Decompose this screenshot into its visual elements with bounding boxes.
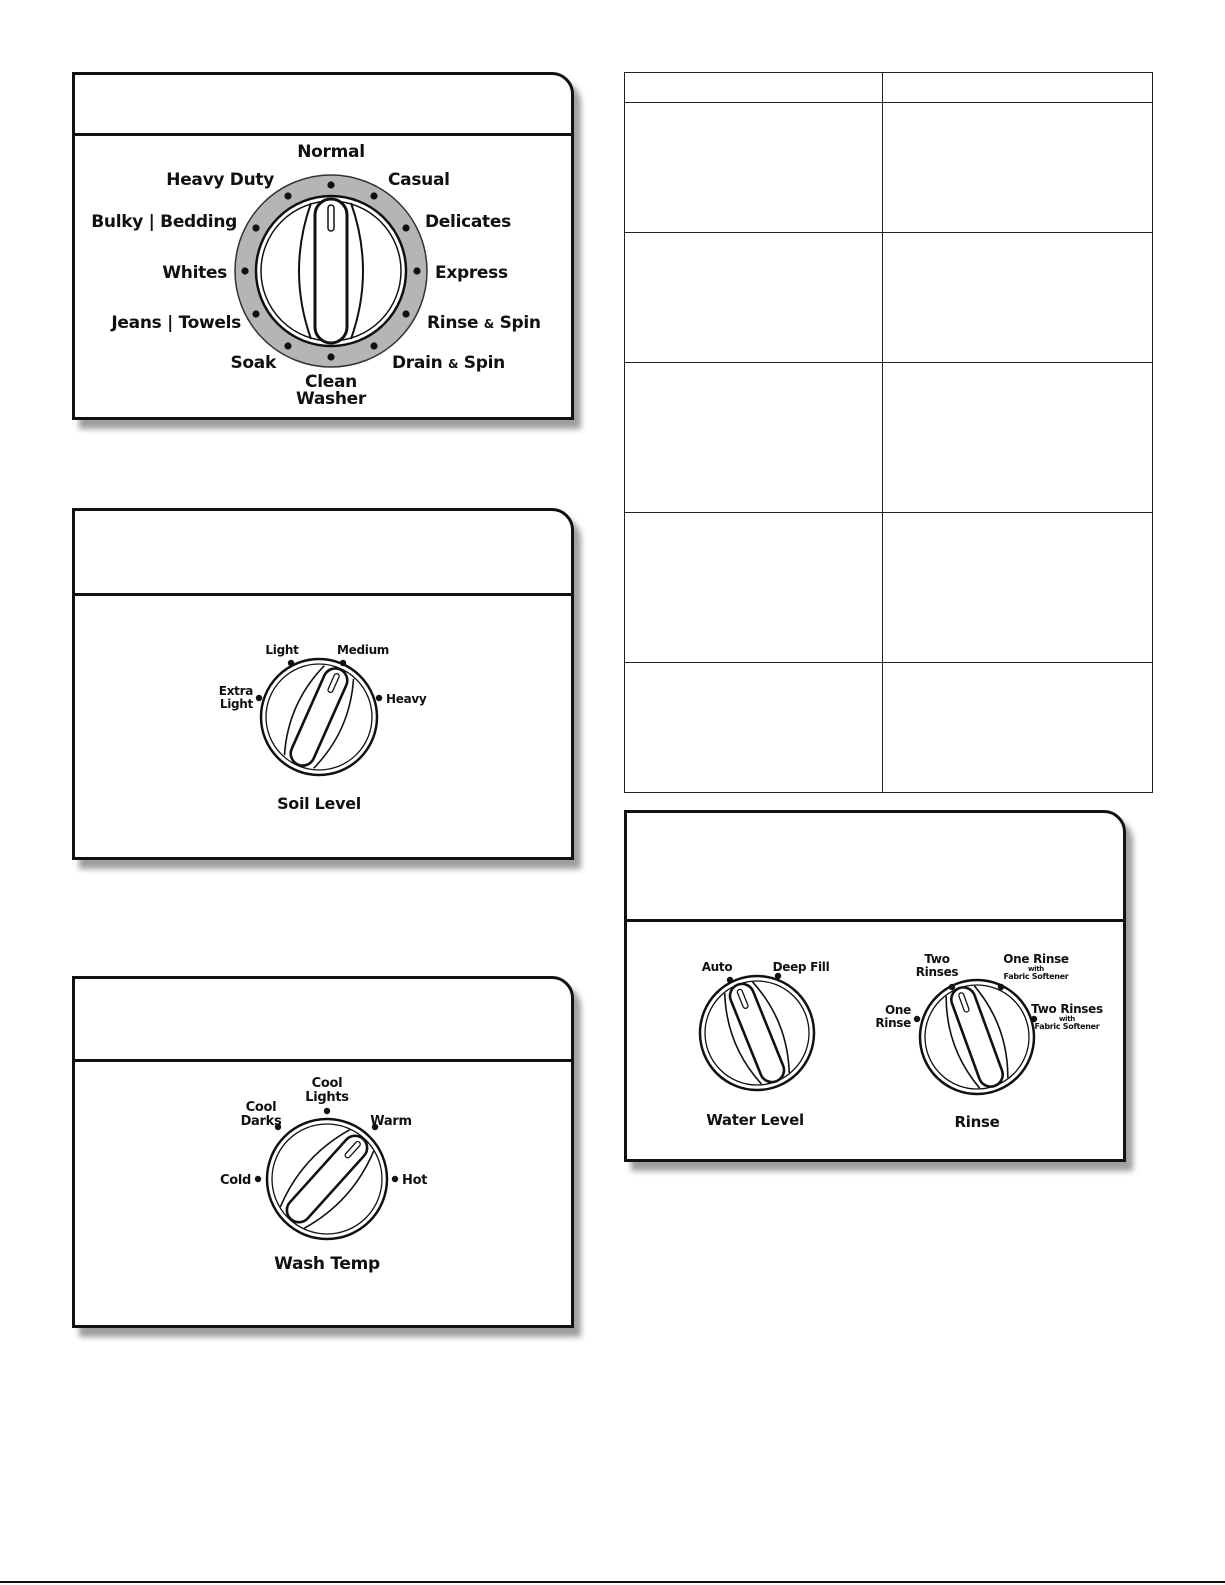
temp-option-cool-lights-line2: Lights <box>305 1090 349 1105</box>
table-cell <box>625 233 883 363</box>
temp-option-cool-darks-line2: Darks <box>240 1114 282 1129</box>
table-cell <box>625 363 883 513</box>
table-cell <box>883 103 1153 233</box>
cycle-option-drain-spin: Drain & Spin <box>392 353 505 373</box>
cycle-panel <box>72 72 574 420</box>
rinse-option-one-rinse-line2: Rinse <box>875 1016 911 1030</box>
soil-option-light: Light <box>265 643 299 657</box>
cycle-knob-graphic <box>75 75 571 417</box>
wash-temp-panel <box>72 976 574 1328</box>
wash-temp-title: Wash Temp <box>274 1254 380 1274</box>
table-row <box>625 103 1153 233</box>
cycle-option-casual: Casual <box>388 170 450 190</box>
table-cell <box>625 73 883 103</box>
table-cell <box>883 363 1153 513</box>
table-header-row <box>625 73 1153 103</box>
rinse-option-two-rinses-line2: Rinses <box>915 965 959 979</box>
table-cell <box>883 233 1153 363</box>
water-rinse-panel <box>624 810 1126 1162</box>
soil-knob-graphic <box>75 511 571 857</box>
table-cell <box>883 513 1153 663</box>
cycle-option-clean-washer-line2: Washer <box>296 389 366 409</box>
soil-option-extra-light-line2: Light <box>219 697 253 711</box>
table-cell <box>883 73 1153 103</box>
soil-level-title: Soil Level <box>277 794 361 813</box>
temp-option-cool-lights-line1: Cool <box>311 1076 343 1091</box>
temp-option-warm: Warm <box>370 1114 412 1129</box>
cycle-option-delicates: Delicates <box>425 212 511 232</box>
table-cell <box>625 513 883 663</box>
cycle-info-table <box>624 72 1153 793</box>
rinse-option-one-rinse-fs-line2: with <box>1028 965 1044 973</box>
water-option-auto: Auto <box>701 960 733 974</box>
table-cell <box>883 663 1153 793</box>
cycle-option-whites: Whites <box>162 263 227 283</box>
rinse-option-one-rinse-fs-line3: Fabric Softener <box>1003 972 1069 981</box>
water-level-title: Water Level <box>706 1111 804 1129</box>
rinse-option-one-rinse-line1: One <box>885 1003 911 1017</box>
table-row <box>625 363 1153 513</box>
cycle-option-bulky-bedding: Bulky | Bedding <box>91 212 237 232</box>
page-bottom-rule <box>0 1581 1225 1583</box>
rinse-option-two-rinses-line1: Two <box>924 952 950 966</box>
rinse-option-two-rinses-fs-line3: Fabric Softener <box>1034 1022 1100 1031</box>
cycle-option-jeans-towels: Jeans | Towels <box>111 313 241 333</box>
table-row <box>625 513 1153 663</box>
table-row <box>625 663 1153 793</box>
table-cell <box>625 663 883 793</box>
soil-level-panel <box>72 508 574 860</box>
table-row <box>625 233 1153 363</box>
soil-option-medium: Medium <box>336 643 390 657</box>
cycle-option-clean-washer-line1: Clean <box>305 372 357 392</box>
soil-option-extra-light-line1: Extra <box>218 684 253 698</box>
temp-option-cool-darks-line1: Cool <box>245 1100 277 1115</box>
cycle-option-soak: Soak <box>230 353 276 373</box>
cycle-option-heavy-duty: Heavy Duty <box>166 170 274 190</box>
rinse-option-one-rinse-fs-line1: One Rinse <box>1003 952 1069 966</box>
water-rinse-knobs-graphic <box>627 813 1123 1159</box>
soil-option-heavy: Heavy <box>386 692 427 706</box>
cycle-option-rinse-spin: Rinse & Spin <box>427 313 541 333</box>
cycle-option-normal: Normal <box>297 142 365 162</box>
temp-option-hot: Hot <box>402 1173 428 1188</box>
rinse-title: Rinse <box>954 1113 1000 1131</box>
table-cell <box>625 103 883 233</box>
cycle-option-express: Express <box>435 263 508 283</box>
water-option-deep-fill: Deep Fill <box>772 960 830 974</box>
temp-option-cold: Cold <box>219 1173 251 1188</box>
temp-knob-graphic <box>75 979 571 1325</box>
rinse-option-two-rinses-fs-line2: with <box>1059 1015 1075 1023</box>
rinse-option-two-rinses-fs-line1: Two Rinses <box>1031 1002 1103 1016</box>
